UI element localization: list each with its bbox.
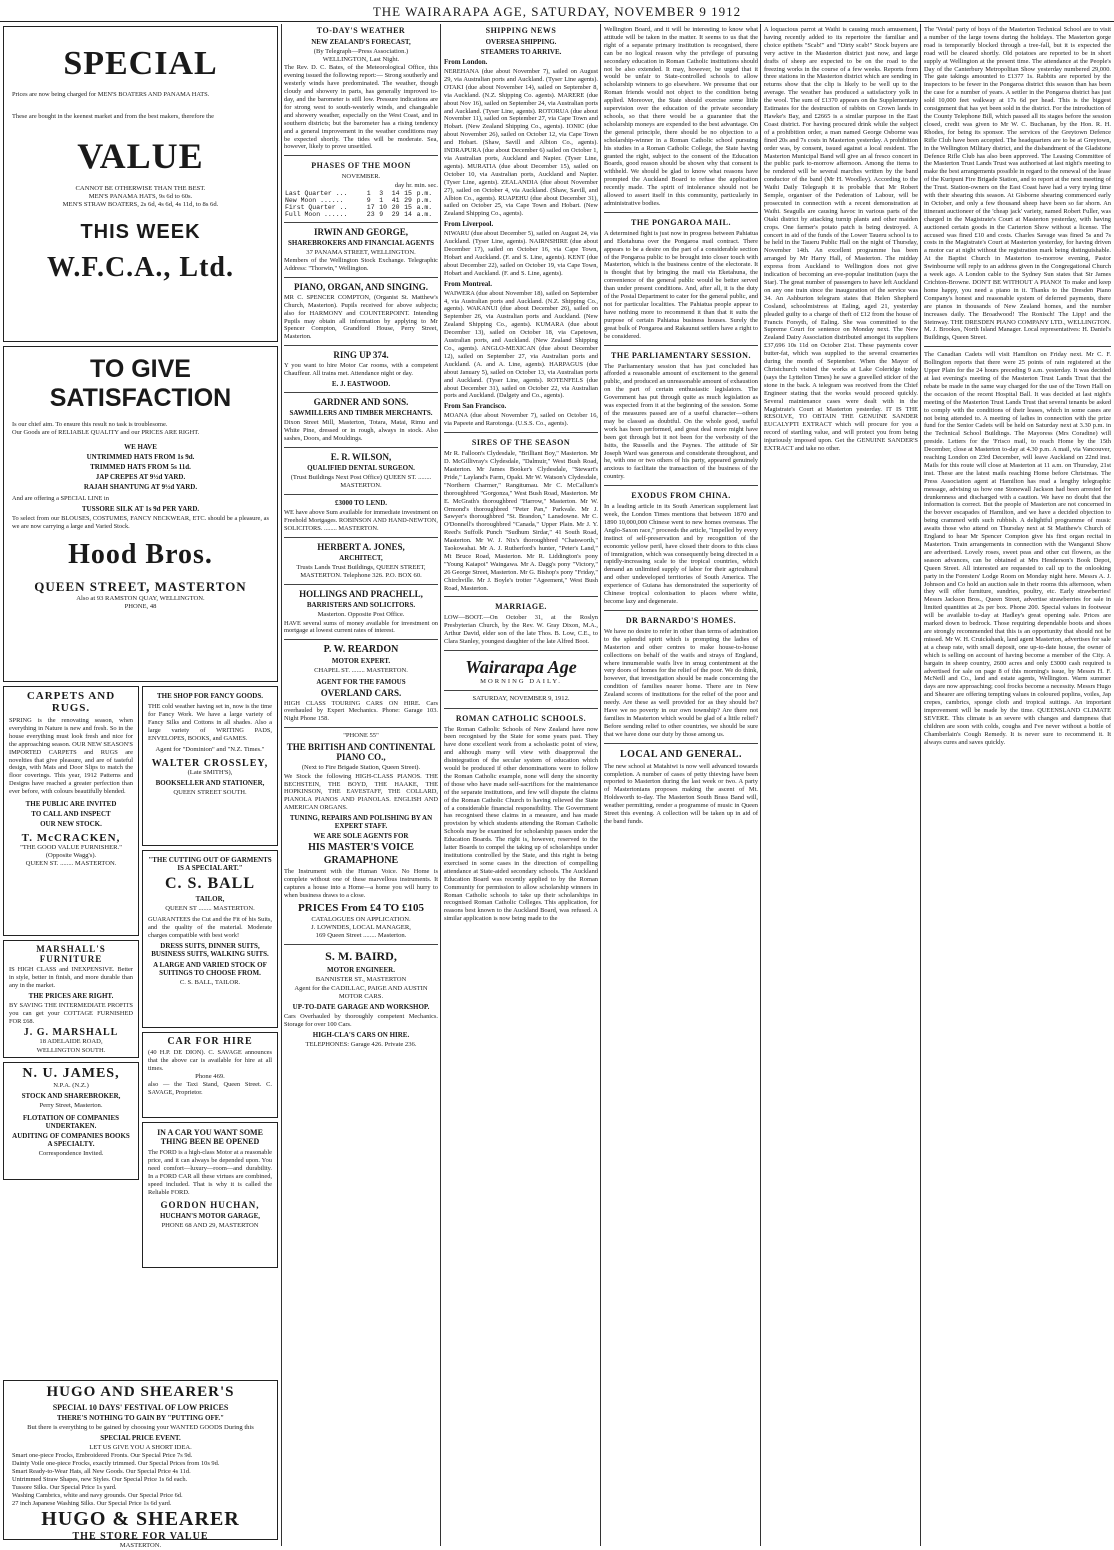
ad-subhead: WE ARE SOLE AGENTS FOR <box>313 832 409 841</box>
ad-text: (Opposite Wagg's). <box>45 852 97 860</box>
small-ads-right <box>142 686 278 1380</box>
section-subhead: NEW ZEALAND'S FORECAST, <box>311 38 411 46</box>
ad-text: Prices are now being charged for MEN'S BOATERS AND PANAMA HATS. <box>12 91 210 98</box>
section-heading: PHASES OF THE MOON <box>311 161 411 171</box>
ad-text: HIGH CLASS TOURING CARS ON HIRE. Cars overhauled by Expert Mechanics. Phone: Garage 103. Night Phone 158. <box>284 699 438 723</box>
ad-address: CHAPEL ST. ........ MASTERTON. <box>314 667 408 675</box>
ad-address: QUEEN STREET, MASTERTON <box>34 578 247 594</box>
divider <box>284 537 438 538</box>
ad-address: (Trust Buildings Next Post Office) QUEEN ST. ........ MASTERTON. <box>290 473 432 489</box>
car-hire-ad <box>142 1032 278 1118</box>
hood-bros-ad <box>3 346 278 682</box>
ad-text: MEN'S STRAW BOATERS, 2s 6d, 4s 6d, 4s 11d, to 8s 6d. <box>62 201 219 209</box>
divider <box>444 690 598 691</box>
ad-subhead: STOCK AND SHAREBROKER, <box>21 1092 121 1101</box>
ad-text: IS HIGH CLASS and INEXPENSIVE. Better in style, better in finish, and more durable than any in the market. <box>9 966 133 989</box>
divider <box>604 212 758 213</box>
ad-price: PRICES From £4 TO £105 <box>298 901 424 914</box>
ad-text: MR C. SPENCER COMPTON, (Organist St. Matthew's Church, Masterton). Pupils received for above subjects; also for HARMONY and COUNTERPOINT. Intending Pupils may obtain all information by applying to Mr Spencer Compton, Grandford House, Perry Street, Masterton. <box>284 293 438 341</box>
ad-text: BY SAVING THE INTERMEDIATE PROFITS you can get your COTTAGE FURNISHED FOR £68. <box>9 1001 133 1025</box>
section-heading: SHIPPING NEWS <box>485 26 557 35</box>
ad-headline: RING UP 374. <box>333 350 389 361</box>
divider <box>604 743 758 744</box>
ad-text: Phone 469. <box>195 1072 225 1080</box>
section-subhead: From Liverpool. <box>444 220 494 229</box>
marshall-ad <box>3 940 139 1058</box>
ad-text: CANNOT BE OTHERWISE THAN THE BEST. <box>75 184 206 192</box>
list-item: Untrimmed Straw Shapes, new Styles. Our Special Price 1s 6d each. <box>12 1476 188 1484</box>
section-heading: EXODUS FROM CHINA. <box>631 491 731 501</box>
special-hats-ad <box>3 26 278 342</box>
section-subhead: From London. <box>444 58 488 66</box>
column-rule <box>281 24 282 1546</box>
ad-item: TUSSORE SILK AT 1s 9d PER YARD. <box>81 504 200 513</box>
article-body: In a leading article in its South American supplement last week, the London Times mentions that between 1870 and 1890 10,000,000 Chinese went to new homes overseas. The Anglo-Saxon race," proceeds the article, "impelled by every instinct of self-preservation and by recognition of the economic yellow peril, have closed their doors to this class of immigration, which was consequently being directed in a rapidly-increasing scale to the tropical countries, which demand an unlimited supply of labor for their agricultural and other undeveloped territories of South America. The experience of Guiana has demonstrated the superiority of Chinese tropical colonisation to places where white, become lazy and degenerate. <box>604 503 758 605</box>
article-body: MOANA (due about November 7), sailed on October 16, via Papeete and Rarotonga. (U.S.S. Co., agents). <box>444 412 598 428</box>
ad-text: QUEEN ST. ........ MASTERTON. <box>25 860 117 868</box>
ad-subhead: THIS WEEK <box>80 221 201 244</box>
section-subhead: NOVEMBER. <box>341 173 381 181</box>
ad-column-1 <box>3 26 278 1549</box>
column-rule <box>760 24 761 1546</box>
ad-subhead: THE PRICES ARE RIGHT. <box>28 991 114 1000</box>
article-body: The Canadian Cadets will visit Hamilton on Friday next. Mr C. F. Bollington reports that there were 25 points of rain registered at the Upper Plain for the 24 hours preceding 9 a.m. yesterday. It was decided at last evening's meeting of the Masterton Trust Lands Trust that the rebate be made in the same way charged for the use of the Town Hall on the occasion of the recent Hospital Ball. It was decided at last night's meeting of the Masterton Trust Lands Trust that several tenants be asked to comply with the conditions of their leases, which in some cases are not being attended to. A meeting of ladies in connection with the prize fund for the Senior Cadets will be held on Saturday next at 3.30 p.m. in the Technical School Buildings. The Mayoress (Mrs Coradine) will preside. Letters for the 'Frisco mail, to reach Home by the 15th December, close at Masterton to-day at 4.30 p.m. A mail, via Vancouver, reaching London on 23rd December, will leave Auckland on 22nd inst. Mails for this route will close at Masterton at 11 a.m. on Thursday, 21st inst. These are the latest mails reaching Home before Christmas. The Press Association agent at Hamilton has read a lengthy telegraphic message, advising us how one Stonewall Jackson had been arrested for drunkenness and discharged with a caution. We have no doubt that the information is correct. But the people of Masterton are not concerned in the bovver escapades of Hamilton, and we have a decided objection to being crammed with such rubbish. A delightful programme of music awaits those who attend on Thursday next at St Matthew's Church of England to hear Mr Spencer Compton give his first organ recital in Masterton. Train arrangements in connection with the Wanganui Show are advertised. Lovely roses, sweet peas and other cut flowers, as the season advances, can be obtained at Mrs Henderson's Book Depot, Queen Street. All interested are requested to call up to the onlooking party in the Foresters' Lodge Room on Monday night here. Messrs A. J. Johnson and Co hold an auction sale in their rooms this afternoon, when they will offer furniture, sundries, poultry, etc. Early strawberries! Messrs Jackson Bros., Queen Street, advertise strawberries for sale in limited quantities at 2s per box. Phone 200. Special values in footwear will be available to-day at Hadley's great opening sale. Prices are marked down to bedrock. Those requiring dependable boots and shoes are strongly recommended that this is an opportunity that should not be missed. Mr W. H. Cruickshank, land agent Masterton, advertises for sale at a cheap rate, with small deposit, one up-to-date house, the owner of which is selling on account of having become a member of the City. A bargain in sheep country, 2600 acres and only £3000 cash required is advertised for sale on page 8 of this morning's issue, by Messrs H. F. McNeill and Co., land and estate agents, Wellington. Warm summer days are now approaching; cool frocks become a necessity. Messrs Hugo and Shearer are offering tempting values in coloured poplins, voiles, Jap crepes, cambrics, sponge cloth and tropical suitings. An important improvement will be made by the time. QUEENSLAND CLIMATE SEVERE. This climate is an severe with changes and dampness that children are soon with colds, coughs and I've never without a bottle of Chamberlain's Cough Remedy. It is never sure to recommend it. It always cures and saves quickly. <box>924 351 1111 746</box>
ad-subhead: QUALIFIED DENTAL SURGEON. <box>307 463 415 472</box>
ad-address: Masterton. Opposite Post Office. <box>317 611 405 619</box>
ad-subhead: BOOKSELLER AND STATIONER, <box>155 778 265 787</box>
ad-subhead: GRAMAPHONE <box>323 855 399 867</box>
column-2 <box>284 26 438 1544</box>
ad-address: BANNISTER ST., MASTERTON <box>315 976 407 984</box>
ad-text: (40 H.P. DE DION). C. SAVAGE announces that the above car is available for hire at all times. <box>148 1049 272 1072</box>
ad-subhead: HIS MASTER'S VOICE <box>308 842 414 854</box>
ad-text: These are bought in the keenest market and from the best makers, therefore the <box>12 112 214 120</box>
ad-subhead: THERE'S NOTHING TO GAIN BY "PUTTING OFF." <box>56 1414 225 1422</box>
ad-text: MASTERTON. <box>119 1541 162 1549</box>
section-heading: MARRIAGE. <box>495 602 547 612</box>
ad-subhead: TUNING, REPAIRS AND POLISHING BY AN EXPERT STAFF. <box>289 814 433 831</box>
ad-headline: MARSHALL'S FURNITURE <box>36 944 106 964</box>
section-heading: LOCAL AND GENERAL. <box>619 748 743 760</box>
list-item: Smart one-piece Frocks, Embroidered Fronts. Our Special Price 7s 9d. <box>12 1452 193 1460</box>
article-body: NEREHANA (due about November 7), sailed on August 29, via Australian ports and Auckland. (Tyser Line agents). OTAKI (due about November 14), sailed on September 8, via Auckland. (N.Z. Shipping Co. agents). MARERE (due about Nov 16), sailed on September 24, via Australian ports and Auckland. (Tyser Line, agents). ROTORUA (due about November 11), sailed on September 27, via Cape Town and Hobart. (New Zealand Shipping Co., agents). IONIC (due about November 26), sailed on October 12, via Cape Town and Hobart. (Shaw, Savill and Albion Co., agents). INDRAPURA (due about December 6) sailed on October 1, via Australian ports, Auckland and Napier. (Tyser Line, agents). MURATIA (due about December 15), sailed on October 10, via Australian ports, Auckland and Napier. (Tyser Line, agents). ZEALANDIA (due about November 27), sailed on October 4, via Auckland. (Shaw, Savill, and Albion Co., agents). RUAPEHU (due about December 31), sailed on October 25, via Cape Town and Hobart. (New Zealand Shipping Co., agents). <box>444 68 598 218</box>
column-5 <box>764 26 918 1544</box>
ad-firm-name: T. McCRACKEN, <box>21 832 121 845</box>
ad-headline: THE BRITISH AND CONTINENTAL PIANO CO., <box>286 742 436 763</box>
ad-text: WE have above Sum available for immediate investment on Freehold Mortgages. ROBINSON AND HAND-NEWTON, SOLICITORS. ........ MASTERTON. <box>284 509 438 532</box>
moon-phases-table <box>284 190 438 218</box>
ad-address: 37 PANAMA STREET, WELLINGTON. <box>306 248 416 256</box>
section-heading: TO-DAY'S WEATHER <box>316 26 406 35</box>
ad-firm-name: GORDON HUCHAN, <box>160 1200 260 1211</box>
ad-text: "THE GOOD VALUE FURNISHER." <box>20 844 122 852</box>
ad-headline: "THE CUTTING OUT OF GARMENTS IS A SPECIAL ART." <box>148 856 272 872</box>
ad-text: To select from our BLOUSES, COSTUMES, FANCY NECKWEAR, ETC. should be a pleasure, as we are now carrying a large and Varied Stock. <box>12 514 269 530</box>
article-body: We have no desire to refer in other than terms of admiration to the splendid spirit which is prompting the ladies of Masterton and other centres to make house-to-house collections on behalf of the waifs and strays of England, where innumerable waifs live in smug contentment at the very doors of homes for the relief of the poor. We do think, however, that investigation should be made concerning the condition of families nearer home. There are in New Zealand scores of institutions for the relief of the poor and needy. Are these as well provided for as they should be? Have we no poverty in our own township? Are there not families in Masterton which would be glad of a little relief? Before sending relief to other countries, we should be sure that we have done our duty by those among us. <box>604 627 758 738</box>
table-row: New Moon ...... 9 1 41 29 p.m. <box>285 196 433 204</box>
ad-address: QUEEN ST ........ MASTERTON. <box>165 905 255 912</box>
ad-text: Y you want to hire Motor Car rooms, with a competent Chauffeur. All trains met. Attendance night or day. <box>284 362 438 378</box>
issue-date: SATURDAY, NOVEMBER 9, 1912. <box>472 695 570 703</box>
divider <box>284 944 438 945</box>
ad-text: The FORD is a high-class Motor at a reasonable price, and it can always be depended upon. You need comfort—luxury—room—and durability. In a FORD CAR all these virtues are combined, speed included. That is why it is called the Reliable FORD. <box>148 1149 272 1196</box>
table-row: Full Moon ...... 23 9 29 14 a.m. <box>285 210 433 218</box>
section-subhead: From San Francisco. <box>444 402 507 411</box>
ad-subhead: TAILOR, <box>195 895 225 903</box>
article-body: The Parliamentary session that has just concluded has afforded a reasonable amount of excitement to the general public, and produced an unreasonable amount of exhaustion on the part of certain enthusiastic legislators. The Government has put through quite as much legislation as was expected from it at the beginning of the session. Some of the measures passed are of a useful character—others may be classed as doubtful. On the whole good, useful work has been performed, and great deal more might have been got through but it not been for the verbosity of the Isitts, the Russells and the Paynes. The attitude of Sir Joseph Ward was generous and considerate throughout, and he, with one or two others of his party, appeared genuinely anxious to facilitate the transaction of the business of the country. <box>604 362 758 481</box>
divider <box>444 596 598 597</box>
divider <box>604 485 758 486</box>
section-heading: ROMAN CATHOLIC SCHOOLS. <box>455 713 587 723</box>
ad-text: Our Goods are of RELIABLE QUALITY and our PRICES ARE RIGHT. <box>12 428 200 436</box>
ad-text: N.P.A. (N.Z.) <box>53 1082 89 1089</box>
ad-text: We Stock the following HIGH-CLASS PIANOS. THE BECHSTEIN, THE BOYD, THE HAAKE, THE HOPKINSON, THE EAVESTAFF, THE COLLARD, PIANOLA PIANOS AND PIANOLAS. ENGLISH AND AMERICAN ORGANS. <box>284 772 438 812</box>
ad-headline: PIANO, ORGAN, AND SINGING. <box>293 281 428 292</box>
ad-subhead: SPECIAL 10 DAYS' FESTIVAL OF LOW PRICES <box>52 1403 229 1412</box>
article-body: A loquacious parrot at Waihi is causing much amusement, having recently added to its repertoire the familiar and choice epithets "Scab!" and "Dirty scab!" Stock buyers are very active in the Masterton district just now, and large drafts of sheep are expected to be on the road to the freezing works in the course of a few weeks. Reports from three stations in the Masterton district which are sending in returns show that the clip is likely to be well up to the average. The weather has produced a satisfactory yolk in the wool. The sum of £1370 appears on the Supplementary Estimates for the destruction of rabbits on Crown lands in Hawke's Bay, and £2665 is a similar purpose in the East Coast district. For having procured drink while the subject of a prohibition order, a man named George Osborne was fined 20s and 7s costs in Masterton yesterday. A prohibition order was, by consent, issued against a local resident. The Masterton Municipal Band will give an al fresco concert in the public park to-morrow afternoon. Among the items to be rendered will be several marches written by the band conductor of the band (Mr H. Woodley). According to the Waihi Daily Telegraph it is probable that Mr Robert Semple, organiser of the Federation of Labour, will be prosecuted in connection with a recent demonstration at Waihi. Seagulls are causing havoc in various parts of the Otaki district by attacking turnip plants and other maiden crops. One farmer's potato patch is being destroyed. A concert in aid of the funds of the Lower Taueru school is to be held in the Taueru Public Hall on the night of Thursday, November 14th. An excellent programme has been arranged by Mr Harry Hall, of Masterton. The midday express from Auckland to Wellington does not give indication of becoming an eve-popular institution (says the Star). The great number of passengers to have left Auckland on any one train since the inauguration of the service was 34. An Ashburton telegram states that Helen Shepherd Cosland, schoolmistress at Ealing, aged 21, yesterday pleaded guilty to a charge of theft of £12 from the house of Francis Forsyth, of Ealing. She was committed to the Supreme Court for sentence on Monday next. The New Zealand Dairy Association distributed amongst its suppliers £37,696 10s 11d on October 21st. These payments cover butter-fat, which was supplied to the several creameries during the month of September. When the Mayor of Christchurch visited the works at Lake Coleridge today (says the Lyttelton Times) he saw a gravelled sticker of the stone in the back. A telegram was received from the Chief Engineer stating that the works would proceed quickly. Several maintenance cases were dealt with in the Magistrate's Court at Masterton yesterday. IT IS THE RESOLVE, TO OBTAIN THE GENUINE SANDER EUCALYPTI EXTRACT which will procure for you a record of startling value, and will protect you from being injuriously imposed upon. Get the GENUINE SANDER'S EXTRACT and take no other. <box>764 26 918 453</box>
ad-subhead: THE PUBLIC ARE INVITED <box>25 800 117 809</box>
ad-text: C. S. BALL, TAILOR. <box>179 978 241 986</box>
ad-subhead: SAWMILLERS AND TIMBER MERCHANTS. <box>289 409 433 418</box>
ad-firm-name: S. M. BAIRD, <box>325 949 397 964</box>
ad-text: HAVE several sums of money available for investment on mortgage at lowest current rates of interest. <box>284 619 438 635</box>
ad-headline: CARPETS AND RUGS. <box>26 690 116 714</box>
list-item: 27 inch Japanese Washing Silks. Our Special Price 1s 6d yard. <box>12 1499 172 1507</box>
ad-firm-name: P. W. REARDON <box>323 644 399 656</box>
hugo-shearer-ad <box>3 1380 278 1549</box>
ad-subhead: SHAREBROKERS AND FINANCIAL AGENTS <box>287 238 435 247</box>
ad-text: Dixon Street Mill, Masterton, Totara, Matai, Rimu and White Pine, dressed or in rough, always in stock. Also sashes, Doors, and Mouldings. <box>284 419 438 442</box>
ad-subhead: THE STORE FOR VALUE <box>72 1530 209 1542</box>
ad-headline: £3000 TO LEND. <box>334 499 388 508</box>
ford-ad <box>142 1122 278 1268</box>
article-body: A determined fight is just now in progress between Pahiatua and Eketahuna over the Pongaroa mail contract. There appears to be a desire on the part of a considerable section of the Pongaroa public to be brought into closer touch with Masterton, which is the business centre of the electorate. It is thought that by bringing the mail via Eketahuna, the convenience of the general public would be better served than under present conditions. And, after all, it is the duty of the Postal Department to cater for the general public, and not for particular localities. The Pahiatua people appear to have nothing more to recommend it than that it suits the purpose of certain Pahiatua business houses. Surely the great bulk of Pongaroa and Rakaunui settlers have a right to be considered. <box>604 229 758 340</box>
ad-subhead: MOTOR EXPERT. <box>331 657 391 666</box>
column-3 <box>444 26 598 1544</box>
ad-item: JAP CREPES AT 9½d YARD. <box>95 472 186 481</box>
ad-subhead: FLOTATION OF COMPANIES UNDERTAKEN. <box>22 1114 120 1131</box>
article-body: The Roman Catholic Schools of New Zealand have now been recognised by the State for some years past. They have done excellent work from a scholastic point of view, and although many will view with disapproval the disintegration of the secular system of education which would be produced if other denominations were to follow the Roman Catholic example, none will deny the sincerity of those who have made self-sacrifices for the maintenance of the separate institutions, and few will dispute the claims of the Roman Catholic Church to having relieved the State of a considerable financial responsibility. The Government has recognised these claims in a measure, and has made provision by which students attending the Roman Catholic Schools may be examined for scholarship passes under the Education Boards. The right is, however, reserved to the latter Boards to compel the taking up of scholarships under institutions controlled by the State, and this right is being exercised in some cases in the direction of compelling attendance at State-aided secondary schools. The Auckland Education Board was recently applied to by the Roman Community for permission to allow scholarship winners in Roman Catholic schools to take up their scholarships in recognised Roman Catholic Colleges. This application, for reasons best known to the Auckland Board, was refused. A similar application is now being made to the <box>444 725 598 923</box>
ad-firm-name: Hood Bros. <box>68 538 213 570</box>
ad-item: RAJAH SHANTUNG AT 9½d YARD. <box>83 482 198 491</box>
ad-text: also — the Taxi Stand, Queen Street. C. SAVAGE, Proprietor. <box>148 1080 272 1096</box>
ad-headline: IN A CAR YOU WANT SOME THING BEEN BE OPENED <box>157 1128 263 1146</box>
ad-subhead: DRESS SUITS, DINNER SUITS, BUSINESS SUITS, WALKING SUITS. <box>151 941 269 958</box>
ad-firm-name: C. S. BALL <box>164 875 256 892</box>
ball-tailor-ad <box>142 850 278 1028</box>
article-body: Mr R. Falloon's Clydesdale, "Brilliant Boy," Masterton. Mr D. McGillivray's Clydesdale, "Dalmuir," West Bush Road, Masterton. Mr James Booker's Clydesdale, "Stewart's Pride," Layland's Farm, Opaki. Mr W. Watson's Clydesdale, "Northern Charmer," Rangitumau. Mr C. McCallum's thoroughbred "Gorgonza," West Bush Road, Masterton. Mr E. McGrath's thoroughbred "Harrow," Masterton. Mr W. Ormond's thoroughbred "Peter Pan," Parkvale. Mr J. Sawyer's thoroughbred "St. Brandon," Lansdowne. Mr C. O'Donnell's thoroughbred "Canada," Upper Plain. Mr J. Y. Reed's Suffolk Punch "Sudhum Sirdar," 41 South Road, Masterton. Mr W. J. Nix's thoroughbred "Chatsworth," Taokowahai. Mr A. J. Rutherford's hunter, "Peter's Land," Mt Bruce Road, Masterton. Mr R. Liddington's pony "Young Kaiapoi" Waingawa. Mr A. Dagg's pony "Victory," 26 George Street, Masterton. Mr G. Bishop's pony "Friday," Chirchville. Mr J. Boyle's trotter "Ageement," West Bush Road, Masterton. <box>444 450 598 592</box>
article-body: LOW—BOOT.—On October 31, at the Roslyn Presbyterian Church, by the Rev. W. Gray Dixon, M.A., Arthur David, elder son of the late Thos. B. Low, C.E., to Clara Stanley, youngest daughter of the late Alfred Boot. <box>444 614 598 646</box>
divider <box>284 345 438 346</box>
divider <box>284 727 438 728</box>
table-row: First Quarter .. 17 10 20 15 a.m. <box>285 203 433 211</box>
section-subhead: OVERSEA SHIPPING. <box>485 38 557 46</box>
small-ads-left <box>3 686 139 1380</box>
ad-subhead: TO CALL AND INSPECT <box>31 810 111 819</box>
divider <box>444 708 598 709</box>
ad-address: QUEEN STREET SOUTH. <box>173 788 247 796</box>
ad-text: GUARANTEES the Cut and the Fit of his Suits, and the quality of the material. Moderate charges compatible with best work! <box>148 916 272 940</box>
ad-firm-name: J. G. MARSHALL <box>23 1027 119 1039</box>
ad-subhead: OUR NEW STOCK. <box>40 820 102 829</box>
section-heading: THE PONGAROA MAIL. <box>631 217 731 227</box>
ad-item: UNTRIMMED HATS FROM 1s 9d. <box>86 452 195 461</box>
ad-firm-name: WALTER CROSSLEY, <box>151 757 269 769</box>
divider <box>284 277 438 278</box>
divider <box>284 447 438 448</box>
ad-text: Cars Overhauled by thoroughly competent Mechanics. Storage for over 100 Cars. <box>284 1013 438 1028</box>
ad-firm-name: E. R. WILSON, <box>330 451 392 462</box>
divider <box>284 392 438 393</box>
newspaper-masthead: THE WAIRARAPA AGE, SATURDAY, NOVEMBER 9 1912 <box>0 0 1114 22</box>
ad-text: The Instrument with the Human Voice. No Home is complete without one of these marvellous instruments. It captures a house into a Home—a home you will hurry to when business draws to a close. <box>284 868 438 899</box>
ad-address: Trusts Lands Trust Buildings, QUEEN STREET, MASTERTON. Telephone 326. P.O. BOX 60. <box>296 563 426 580</box>
newspaper-subtitle: MORNING DAILY. <box>480 678 562 686</box>
section-heading: DR BARNARDO'S HOMES. <box>625 615 737 625</box>
ad-text: MEN'S PANAMA HATS, 9s 6d to 60s. <box>88 193 193 201</box>
ad-text: THE cold weather having set in, now is the time for Fancy Work. We have a large variety of Fancy Silks and Cottons in all shades. Also a large variety of WRITING PADS, ENVELOPES, BOOKS, and GAMES. <box>148 703 272 742</box>
dateline: WELLINGTON, Last Night. <box>322 56 400 64</box>
ad-subhead: MOTOR ENGINEER. <box>327 966 395 975</box>
ad-subhead: A LARGE AND VARIED STOCK OF SUITINGS TO CHOOSE FROM. <box>153 960 267 977</box>
ad-text: Also at 93 RAMSTON QUAY, WELLINGTON. <box>76 594 205 602</box>
ad-text: Is our chief aim. To ensure this result no task is troublesome. <box>12 421 168 428</box>
ad-text: And are offering a SPECIAL LINE in <box>12 494 109 502</box>
ad-firm-name: W.F.C.A., Ltd. <box>47 252 234 284</box>
ad-subhead: AGENT FOR THE FAMOUS <box>316 677 406 686</box>
section-heading: THE PARLIAMENTARY SESSION. <box>611 350 751 360</box>
column-6 <box>924 26 1111 1544</box>
column-rule <box>440 24 441 1546</box>
ad-firm-name: GARDNER AND SONS. <box>313 397 409 408</box>
article-body: The Rev. D. C. Bates, of the Meteorological Office, this evening issued the following report:— Strong southerly and westerly winds have predominated. The weather, though cloudy and showery in parts, has generally improved to-day, and the barometer is still low. Pressure indications are for strong west to south-westerly winds, and changeable and showery weather, especially on the West Coast, and in southern districts; but the barometer has a rising tendency and a general improvement in the weather conditions may be expected shortly. The tides will be moderate. Sea, however, likely to prove unsettled. <box>284 64 438 151</box>
ad-text: But there is everything to be gained by choosing your WANTED GOODS During this <box>27 1424 254 1431</box>
ad-text: J. LOWNDES, LOCAL MANAGER, <box>311 924 411 931</box>
newspaper-title: Wairarapa Age <box>465 657 577 678</box>
list-item: Tussore Silks. Our Special Price 1s yard. <box>12 1484 117 1492</box>
ad-subhead: ARCHITECT, <box>339 553 383 562</box>
ad-address: WELLINGTON SOUTH. <box>36 1046 106 1054</box>
ad-firm-name: N. U. JAMES, <box>22 1066 120 1081</box>
section-subhead: From Montreal. <box>444 279 492 288</box>
section-subhead: STEAMERS TO ARRIVE. <box>480 48 562 56</box>
article-body: Wellington Board, and it will be interesting to know what attitude will be taken in the matter. It seems to us that the right of a separate primary institution is recognised, there can be no logical reason why the privilege of pursuing secondary education in Roman Catholic institutions should not be also extended. It may, however, be urged that it would be unfair to State-controlled schools to allow scholarship winners to go elsewhere. We presume that our Roman friends would not object to the condition being applied. Moreover, the State should exercise some little supervision over the education of the private secondary schools, so that there would be a guarantee that the scholarship moneys are expended to the best advantage. On the general principle, there should be no objection to a scholarship-winner in a Roman Catholic school pursuing his studies in a Roman Catholic College, the State having granted the right, subject to the consent of the Education Boards, good reason should be shown why that consent is withheld. We should be glad to know what reasons have prompted the Auckland Board to refuse the application recently made. The spirit of intolerance should not be allowed to assert itself in this community, particularly in administrative bodies. <box>604 26 758 207</box>
ad-headline: CAR FOR HIRE <box>167 1036 253 1047</box>
ad-subhead: HUCHAN'S MOTOR GARAGE, <box>159 1212 261 1221</box>
ad-text: PHONE 68 AND 29, MASTERTON <box>161 1222 259 1230</box>
ad-firm-name: HOLLINGS AND PRACHELL, <box>299 589 423 600</box>
divider <box>604 610 758 611</box>
table-row: Last Quarter ... 1 3 14 15 p.m. <box>285 189 433 197</box>
ad-text: Correspondence Invited. <box>38 1150 104 1158</box>
divider <box>284 222 438 223</box>
divider <box>284 155 438 156</box>
small-ads-grid <box>3 686 278 1380</box>
list-item: Smart Ready-to-Wear Hats, all New Goods. Our Special Price 4s 11d. <box>12 1468 191 1476</box>
ad-subhead: UP-TO-DATE GARAGE AND WORKSHOP. <box>292 1003 430 1012</box>
hugo-items <box>12 1452 269 1507</box>
ad-text: Perry Street, Masterton. <box>39 1102 103 1110</box>
column-rule <box>920 24 921 1546</box>
ad-headline: VALUE <box>77 135 204 176</box>
article-body: The new school at Matahiwi is now well advanced towards completion. A number of cases of petty thieving have been reported to Masterton during the last week or two. A party of Mastertonians proposes making the ascent of Mt. Holdsworth to-day. The Masterton South Brass Band will, weather permitting, render a programme of music in Queen Street this evening. A collection will be taken up in aid of the band funds. <box>604 762 758 825</box>
ad-firm-name: E. J. EASTWOOD. <box>331 380 391 389</box>
article-body: The 'Vestal' party of boys of the Masterton Technical School are to visit a number of the large towns during the holidays. The Masterton gorge road is temporarily blocked through a tree-fall, but it is expected the road will be cleared shortly. Old potatoes are reported to be in short supply at Wellington at the present time. The attendance at the People's Day of the Canterbury Metropolitan Show yesterday numbered 29,000. The gate takings amounted to £1377 1s. Rabbits are reported by the inspectors to be fewer in the Pongaroa district this season than has been the case for a number of years. A settler in the Pongaroa district has just sold 10,000 feet walkway at 17s 6d per head. This is the biggest consignment that has yet been sold in the district. For the introduction of the County Telephone Bill, which passed all its stages before the session closed, credit was given to Mr W. C. Buchanan, by the Hon. R. H. Rhodes, for being its sponsor. The services of the Greytown Defence Rifle Club have been accepted. The headquarters are to be at Greytown, in the Wellington Military district, and the disbandment of the Gladstone Defence Rifle Club has also been approved. The Leasing Committee of the Masterton Trust Lands Trust was authorised at last night's meeting to make the best arrangements possible in regard to the renewal of the lease of the Kuripuni Fire Brigade Station, and to report at the next meeting of the Trust. Station-owners on the East Coast have had a very trying time with their shearing this season. At Gisborne shearing commenced early in October, and only a few thousand sheep have been so far shorn. An itinerant auctioneer of the 'cheap jack' variety, named Robert Fuller, was charged in the Magistrate's Court at Masterton yesterday, with having auctioned certain goods in the Carterton Show without a license. The accused was fined £10 and costs. Charles Savage was fined 5s and 7s costs in the Magistrate's Court at Masterton yesterday, for having driven a motor car at night without the registration mark being distinguishable. At the Baptist Church in Masterton to-morrow evening, Pastor Swinbourne will reply to an address given in the Congregational Church a week ago. A London cable to the Sydney Sun states that Sir James Crichton-Browne. DON'T BE WITHOUT A PIANO! To make and keep home happy, you need a piano in it. Thanks to the Dresden Piano Company's honest and reasonable system of deferred payments, there are pianos in thousands of New Zealand homes, and the number increases daily. The Broadwood! The Ronisch! The Lipp! and the Steinway. THE DRESDEN PIANO COMPANY LTD., WELLINGTON. M. J. Brookes, North Island Manager. Local representatives: H. Daniel's Buildings, Queen Street. <box>924 26 1111 342</box>
ad-firm-name: HERBERT A. JONES, <box>317 541 405 552</box>
list-item: Dainty Voile one-piece Frocks, exactly trimmed. Our Special Prices from 10s 9d. <box>12 1460 220 1468</box>
ad-text: LET US GIVE YOU A SHORT IDEA. <box>89 1444 192 1452</box>
divider <box>284 494 438 495</box>
ad-headline: SPECIAL <box>63 45 218 82</box>
column-4 <box>604 26 758 1544</box>
ad-address: 169 Queen Street ........ Masterton. <box>315 932 407 940</box>
ad-text: SPRING is the renovating season, when everything in Nature is new and fresh. So in the house everything must look fresh and nice for the approaching season. OUR NEW SEASON'S IMPORTED CARPETS and RUGS are novelties that give pleasure, and are of tasteful design, with Mats and Door Slips to match the floor coverings. This year, 1912 Patterns and Designs have reached a greater perfection than ever before, with colours beautifully blended. <box>9 717 133 796</box>
ad-subhead: BARRISTERS AND SOLICITORS. <box>306 601 416 610</box>
ad-text: (Late SMITH'S), <box>187 768 233 776</box>
divider <box>924 346 1111 347</box>
ad-address: 18 ADELAIDE ROAD, <box>39 1038 103 1046</box>
ad-text: Agent for the CADILLAC, PAIGE AND AUSTIN MOTOR CARS. <box>294 984 428 1000</box>
ad-text: TELEPHONES: Garage 426. Private 236. <box>305 1040 417 1048</box>
divider <box>444 650 598 651</box>
ad-firm-name: HUGO & SHEARER <box>41 1507 240 1530</box>
article-body: WAIWERA (due about November 18), sailed on September 4, via Australian ports and Auckland. (N.Z. Shipping Co., agents). WAKANUI (due about December 26), sailed on September 26, via Australian ports and Auckland. (New Zealand Shipping Co., agents). KUMARA (due about December 13), sailed on October 18, via Capetown, Australian ports, and Auckland. (New Zealand Shipping Co., agents). ANGLO-MEXICAN (due about December 12), sailed on September 27, via Australian ports and Auckland. (A. and A. Line, agents). HARPAGUS (due about January 5), sailed on October 13, via Australian ports and Auckland. (Tyser Line, agents). ROTENFELS (due about December 31), sailed on October 22, via Australian ports and Auckland. (Dalgety and Co., agents). <box>444 289 598 400</box>
ad-text: Members of the Wellington Stock Exchange. Telegraphic Address: "Thorwin," Wellington. <box>284 256 438 272</box>
ad-item: TRIMMED HATS FROM 5s 11d. <box>90 462 191 471</box>
ad-text: "PHONE 55" <box>343 732 379 740</box>
divider <box>284 584 438 585</box>
ad-headline: OVERLAND CARS. <box>320 687 402 698</box>
ad-text: PHONE, 48 <box>124 602 157 610</box>
divider <box>284 639 438 640</box>
ad-headline: THE SHOP FOR FANCY GOODS. <box>157 692 263 700</box>
ad-subhead: AUDITING OF COMPANIES BOOKS A SPECIALTY. <box>12 1132 130 1149</box>
ad-subhead: HIGH-CLA'S CARS ON HIRE. <box>312 1030 410 1039</box>
list-item: Washing Cambrics, white and navy grounds. Our Special Price 6d. <box>12 1491 183 1499</box>
ad-text: CATALOGUES ON APPLICATION. <box>311 915 411 923</box>
article-body: NIWARU (due about December 5), sailed on August 24, via Auckland. (Tyser Line, agents). NAIRNSHIRE (due about December 17), sailed on October 16, via Cape Town, Hobart and Auckland. (F. and S. Line, agents). KENT (due about December 22), sailed on October 19, via Cape Town, Hobart and Auckland. (F. and S. Line, agents). <box>444 230 598 277</box>
ad-text: Agent for "Dominion" and "N.Z. Times." <box>155 745 265 753</box>
column-rule <box>600 24 601 1546</box>
ad-firm-name: IRWIN AND GEORGE, <box>314 226 408 237</box>
ad-subhead: SPECIAL PRICE EVENT. <box>100 1434 181 1443</box>
carpets-ad <box>3 686 139 936</box>
section-heading: SIRES OF THE SEASON <box>471 438 571 448</box>
divider <box>604 345 758 346</box>
table-header: day hr. min. sec. <box>394 181 438 189</box>
divider <box>444 432 598 433</box>
byline: (By Telegraph—Press Association.) <box>313 48 409 55</box>
james-ad <box>3 1062 139 1180</box>
crossley-ad <box>142 686 278 846</box>
ad-headline: TO GIVE SATISFACTION <box>49 355 232 412</box>
ad-headline: HUGO AND SHEARER'S <box>46 1384 235 1400</box>
ad-address: (Next to Fire Brigade Station, Queen Street). <box>301 764 421 772</box>
ad-subhead: WE HAVE <box>124 442 157 451</box>
